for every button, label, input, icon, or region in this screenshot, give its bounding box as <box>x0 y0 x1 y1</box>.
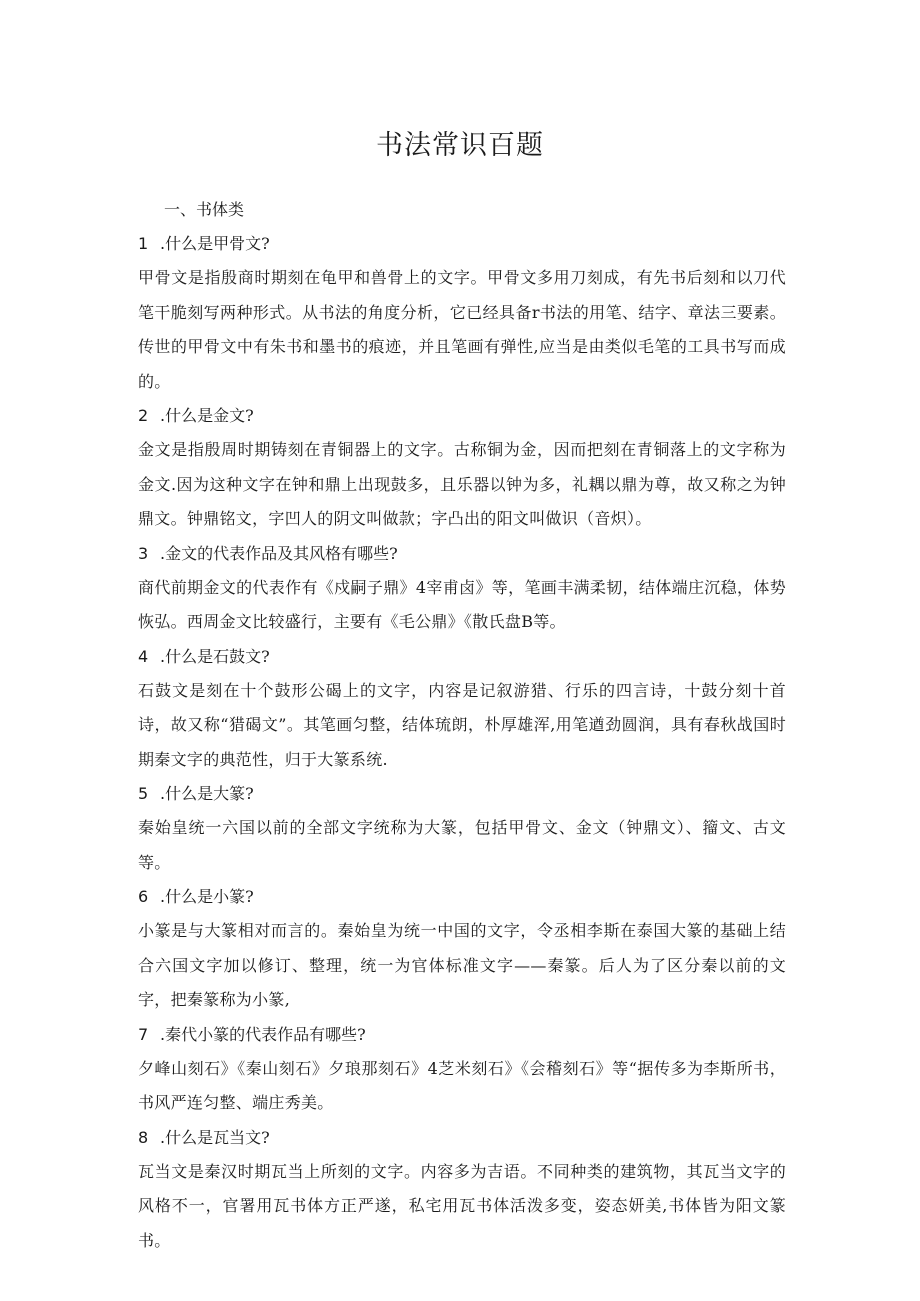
question-text: .什么是瓦当文? <box>160 1127 270 1147</box>
answer-8: 瓦当文是秦汉时期瓦当上所刻的文字。内容多为吉语。不同种类的建筑物，其瓦当文字的风格不一，官署用瓦书体方正严遂，私宅用瓦书体活泼多变，姿态妍美,书体皆为阳文篆书。 <box>138 1161 786 1250</box>
answer-3: 商代前期金文的代表作有《戍嗣子鼎》4宰甫卤》等，笔画丰满柔韧，结体端庄沉稳，体势恢弘。西周金文比较盛行，主要有《毛公鼎》《散氏盘B等。 <box>138 577 786 631</box>
question-number: 3 <box>138 543 149 563</box>
question-number: 1 <box>138 234 149 253</box>
qa-item-5 <box>138 777 786 880</box>
qa-item-7 <box>138 1018 786 1121</box>
qa-item-6 <box>138 880 786 1018</box>
qa-item-2 <box>138 399 786 537</box>
question-3 <box>138 537 786 571</box>
question-4 <box>138 640 786 674</box>
question-number: 6 <box>138 887 149 906</box>
qa-item-1 <box>138 227 786 399</box>
question-8 <box>138 1121 786 1155</box>
question-text: .什么是甲骨文? <box>160 234 270 253</box>
question-number: 7 <box>138 1024 149 1044</box>
qa-item-8 <box>138 1121 786 1259</box>
question-7 <box>138 1018 786 1052</box>
qa-item-4 <box>138 640 786 778</box>
qa-item-3 <box>138 537 786 640</box>
answer-7: 夕峰山刻石》《秦山刻石》夕琅那刻石》4芝米刻石》《会稽刻石》等“据传多为李斯所书，书风严连匀整、端庄秀美。 <box>138 1058 786 1112</box>
answer-6: 小篆是与大篆相对而言的。秦始皇为统一中国的文字，令丞相李斯在泰国大篆的基础上结合六国文字加以修订、整理，统一为官体标准文字——秦篆。后人为了区分秦以前的文字，把秦篆称为小篆, <box>138 921 786 1009</box>
question-number: 2 <box>138 406 149 425</box>
question-6 <box>138 880 786 914</box>
document-body <box>138 193 786 1258</box>
answer-1: 甲骨文是指殷商时期刻在龟甲和兽骨上的文字。甲骨文多用刀刻成，有先书后刻和以刀代笔干脆刻写两种形式。从书法的角度分析，它已经具备r书法的用笔、结字、章法三要素。传世的甲骨文中有朱书和墨书的痕迹，并且笔画有弹性,应当是由类似毛笔的工具书写而成的。 <box>138 268 786 391</box>
question-text: .秦代小篆的代表作品有哪些? <box>160 1024 366 1044</box>
question-2 <box>138 399 786 433</box>
question-number: 5 <box>138 784 149 803</box>
question-5 <box>138 777 786 811</box>
document-title: 书法常识百题 <box>376 130 544 161</box>
question-number: 8 <box>138 1127 149 1147</box>
answer-2: 金文是指殷周时期铸刻在青铜器上的文字。古称铜为金，因而把刻在青铜落上的文字称为金文.因为这种文字在钟和鼎上出现鼓多，且乐器以钟为多，礼耦以鼎为尊，故又称之为钟鼎文。钟鼎铭文，字凹人的阴文叫做款；字凸出的阳文叫做识（音炽）。 <box>138 440 786 528</box>
answer-5: 秦始皇统一六国以前的全部文字统称为大篆，包括甲骨文、金文（钟鼎文）、籀文、古文等。 <box>138 818 786 872</box>
question-1 <box>138 227 786 261</box>
question-text: .什么是石鼓文? <box>160 646 270 666</box>
question-text: .什么是金文? <box>160 406 254 425</box>
question-text: .什么是大篆? <box>160 784 254 803</box>
question-text: .什么是小篆? <box>160 887 254 906</box>
question-number: 4 <box>138 646 149 666</box>
question-text: .金文的代表作品及其风格有哪些? <box>160 543 398 563</box>
section-heading: 一、书体类 <box>164 200 245 219</box>
answer-4: 石鼓文是刻在十个鼓形公碣上的文字，内容是记叙游猎、行乐的四言诗，十鼓分刻十首诗，故又称“猎碣文”。其笔画匀整，结体琉朗，朴厚雄浑,用笔遒劲圆润，具有春秋战国时期秦文字的典范性，归于大篆系统. <box>138 680 786 769</box>
